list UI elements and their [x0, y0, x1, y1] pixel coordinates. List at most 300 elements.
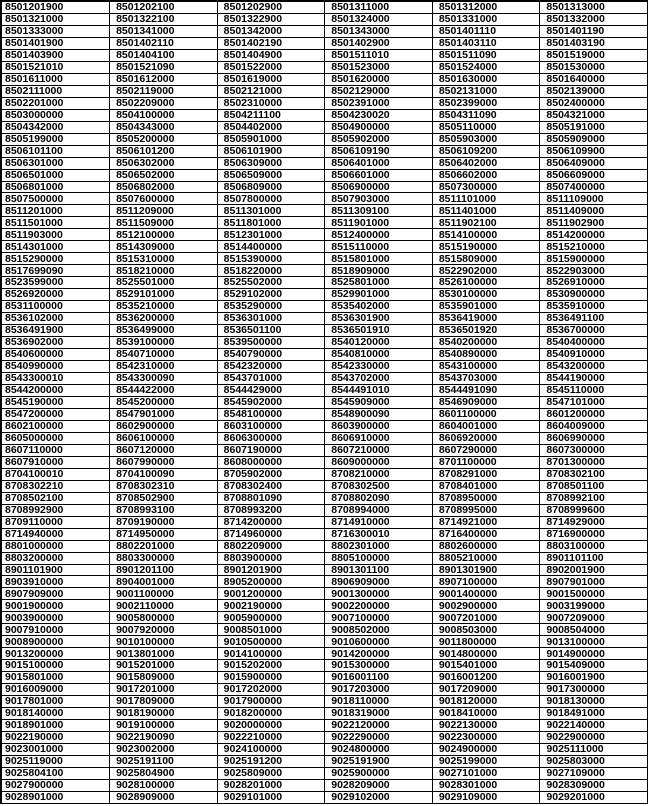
code-cell: 9018190000 [110, 708, 218, 720]
code-cell: 8511903000 [2, 229, 110, 241]
code-cell: 8543702000 [325, 373, 433, 385]
code-cell: 9028309000 [540, 779, 648, 791]
code-cell: 8504402000 [217, 121, 325, 133]
code-cell: 8511401000 [432, 205, 540, 217]
code-cell: 8511109000 [540, 193, 648, 205]
code-cell: 8515310000 [110, 253, 218, 265]
code-cell: 9015409000 [540, 660, 648, 672]
code-cell: 8701100000 [432, 456, 540, 468]
code-cell: 8501403190 [540, 37, 648, 49]
code-cell: 9001200000 [217, 588, 325, 600]
code-cell: 8901101900 [2, 564, 110, 576]
code-cell: 8506101100 [2, 145, 110, 157]
code-cell: 8501612000 [110, 73, 218, 85]
table-row [2, 468, 648, 480]
code-cell: 8714200000 [217, 516, 325, 528]
code-cell: 8502391000 [325, 97, 433, 109]
code-cell: 9001300000 [325, 588, 433, 600]
code-cell: 8505200000 [110, 133, 218, 145]
code-cell: 9023002000 [110, 744, 218, 756]
code-cell: 8540890000 [432, 349, 540, 361]
table-row [2, 229, 648, 241]
code-cell: 8514301000 [2, 241, 110, 253]
code-cell: 8708302500 [325, 480, 433, 492]
table-row [2, 732, 648, 744]
code-cell: 8506309000 [217, 157, 325, 169]
code-cell: 9017209000 [432, 684, 540, 696]
code-cell: 8714950000 [110, 528, 218, 540]
code-cell: 8501401900 [2, 37, 110, 49]
code-cell: 9019100000 [110, 720, 218, 732]
code-cell: 8501202100 [110, 2, 218, 13]
code-cell: 9018491000 [540, 708, 648, 720]
code-cell: 8547200000 [2, 408, 110, 420]
code-cell: 9007201000 [432, 612, 540, 624]
code-cell: 9008501000 [217, 624, 325, 636]
table-row [2, 540, 648, 552]
table-row [2, 157, 648, 169]
table-row [2, 217, 648, 229]
code-cell: 9010600000 [325, 636, 433, 648]
code-cell: 8501403110 [432, 37, 540, 49]
code-cell: 8607190000 [217, 444, 325, 456]
code-cell: 8504321000 [540, 109, 648, 121]
table-row [2, 253, 648, 265]
table-row [2, 205, 648, 217]
code-cell: 8540810000 [325, 349, 433, 361]
code-cell: 9005800000 [110, 612, 218, 624]
code-cell: 9014200000 [325, 648, 433, 660]
code-cell: 9015801000 [2, 672, 110, 684]
code-cell: 8506509000 [217, 169, 325, 181]
code-cell: 8704100090 [110, 468, 218, 480]
code-cell: 9016001900 [540, 672, 648, 684]
code-cell: 8507600000 [110, 193, 218, 205]
code-cell: 8535210000 [110, 301, 218, 313]
code-cell: 8708502100 [2, 492, 110, 504]
code-cell: 9025199000 [432, 756, 540, 768]
table-row [2, 552, 648, 564]
code-cell: 9028100000 [110, 779, 218, 791]
code-cell: 9018110000 [325, 696, 433, 708]
code-cell: 8709190000 [110, 516, 218, 528]
code-cell: 8907909000 [2, 588, 110, 600]
code-cell: 8504311090 [432, 109, 540, 121]
code-cell: 8526100000 [432, 277, 540, 289]
code-cell: 8803100000 [540, 540, 648, 552]
code-cell: 8525801000 [325, 277, 433, 289]
code-cell: 8501640000 [540, 73, 648, 85]
code-cell: 8515809000 [432, 253, 540, 265]
code-cell: 9022900000 [540, 732, 648, 744]
code-cell: 9024800000 [325, 744, 433, 756]
code-cell: 8606100000 [110, 432, 218, 444]
code-cell: 8501523000 [325, 61, 433, 73]
code-cell: 9029101000 [217, 791, 325, 803]
code-cell: 8511902900 [540, 217, 648, 229]
code-cell: 8902001900 [540, 564, 648, 576]
code-cell: 9003900000 [2, 612, 110, 624]
code-cell: 9025809000 [217, 767, 325, 779]
code-cell: 8604009000 [540, 420, 648, 432]
code-cell: 8601100000 [432, 408, 540, 420]
code-cell: 8501404900 [217, 49, 325, 61]
code-cell: 9015201000 [110, 660, 218, 672]
table-row [2, 25, 648, 37]
code-cell: 8535901000 [432, 301, 540, 313]
code-cell: 8511501000 [2, 217, 110, 229]
table-row [2, 564, 648, 576]
code-cell: 9015202000 [217, 660, 325, 672]
code-cell: 9025191100 [110, 756, 218, 768]
code-cell: 8805210000 [432, 552, 540, 564]
code-cell: 8536700000 [540, 325, 648, 337]
code-cell: 8708401000 [432, 480, 540, 492]
code-cell: 8501201900 [2, 2, 110, 13]
code-cell: 8548900090 [325, 408, 433, 420]
table-row [2, 779, 648, 791]
code-cell: 8535290000 [217, 301, 325, 313]
code-cell: 8502131000 [432, 85, 540, 97]
code-cell: 8805100000 [325, 552, 433, 564]
code-cell: 9017202000 [217, 684, 325, 696]
code-cell: 8506501000 [2, 169, 110, 181]
code-cell: 8502129000 [325, 85, 433, 97]
code-cell: 8515290000 [2, 253, 110, 265]
code-cell: 8514400000 [217, 241, 325, 253]
code-cell: 8716900000 [540, 528, 648, 540]
code-cell: 8506802000 [110, 181, 218, 193]
code-cell: 9022190000 [2, 732, 110, 744]
code-cell: 8512400000 [325, 229, 433, 241]
code-cell: 8602100000 [2, 420, 110, 432]
code-cell: 9028909000 [110, 791, 218, 803]
code-cell: 9018140000 [2, 708, 110, 720]
code-cell: 8608000000 [217, 456, 325, 468]
code-cell: 8501401190 [540, 25, 648, 37]
code-cell: 9013200000 [2, 648, 110, 660]
code-cell: 9018901000 [2, 720, 110, 732]
code-cell: 8545110000 [540, 384, 648, 396]
code-cell: 9014900000 [540, 648, 648, 660]
code-cell: 8502400000 [540, 97, 648, 109]
code-cell: 8501312000 [432, 2, 540, 13]
code-cell: 9020000000 [217, 720, 325, 732]
code-cell: 8802600000 [432, 540, 540, 552]
code-cell: 9015401000 [432, 660, 540, 672]
code-cell: 8512301000 [217, 229, 325, 241]
code-cell: 8504211100 [217, 109, 325, 121]
code-cell: 8511902100 [432, 217, 540, 229]
code-cell: 9025119000 [2, 756, 110, 768]
code-cell: 8507300000 [432, 181, 540, 193]
code-cell: 8530900000 [540, 289, 648, 301]
code-cell: 9018200000 [217, 708, 325, 720]
code-cell: 8501331000 [432, 13, 540, 25]
code-cell: 9024100000 [217, 744, 325, 756]
code-cell: 8523599000 [2, 277, 110, 289]
table-row [2, 480, 648, 492]
table-row [2, 408, 648, 420]
code-cell: 8525502000 [217, 277, 325, 289]
code-cell: 8502209000 [110, 97, 218, 109]
code-cell: 8545902000 [217, 396, 325, 408]
code-cell: 9029201000 [540, 791, 648, 803]
code-cell: 9025900000 [325, 767, 433, 779]
code-cell: 9022210000 [217, 732, 325, 744]
table-row [2, 492, 648, 504]
code-cell: 9024900000 [432, 744, 540, 756]
code-cell: 8530100000 [432, 289, 540, 301]
code-cell: 8503000000 [2, 109, 110, 121]
code-cell: 9016009000 [2, 684, 110, 696]
code-cell: 9014800000 [432, 648, 540, 660]
code-cell: 8501402900 [325, 37, 433, 49]
code-table [2, 2, 648, 804]
code-cell: 9017900000 [217, 696, 325, 708]
table-row [2, 133, 648, 145]
code-cell: 8502139000 [540, 85, 648, 97]
code-cell: 9018130000 [540, 696, 648, 708]
code-cell: 9017203000 [325, 684, 433, 696]
code-cell: 8714940000 [2, 528, 110, 540]
code-cell: 9014100000 [217, 648, 325, 660]
code-cell: 8529102000 [217, 289, 325, 301]
code-cell: 8536491100 [540, 313, 648, 325]
code-cell: 8605000000 [2, 432, 110, 444]
code-cell: 9022140000 [540, 720, 648, 732]
code-cell: 8515210000 [540, 241, 648, 253]
code-cell: 8708302100 [540, 468, 648, 480]
table-row [2, 97, 648, 109]
code-cell: 8511301000 [217, 205, 325, 217]
code-cell: 8504900000 [325, 121, 433, 133]
code-cell: 8502121000 [217, 85, 325, 97]
code-cell: 9015809000 [110, 672, 218, 684]
code-cell: 9025804900 [110, 767, 218, 779]
code-cell: 8536902000 [2, 337, 110, 349]
code-cell: 8540120000 [325, 337, 433, 349]
table-row [2, 265, 648, 277]
code-cell: 9027109000 [540, 767, 648, 779]
table-row [2, 624, 648, 636]
code-cell: 8511801000 [217, 217, 325, 229]
code-cell: 8511209000 [110, 205, 218, 217]
code-cell: 8704100010 [2, 468, 110, 480]
code-cell: 8901301100 [325, 564, 433, 576]
table-row [2, 456, 648, 468]
code-cell: 8501521090 [110, 61, 218, 73]
code-cell: 8515390000 [217, 253, 325, 265]
code-cell: 9002200000 [325, 600, 433, 612]
code-cell: 8708501100 [540, 480, 648, 492]
code-cell: 9016001100 [325, 672, 433, 684]
table-row [2, 361, 648, 373]
code-cell: 9028301000 [432, 779, 540, 791]
code-cell: 8540910000 [540, 349, 648, 361]
code-cell: 9002190000 [217, 600, 325, 612]
code-cell: 8506609000 [540, 169, 648, 181]
code-cell: 8507400000 [540, 181, 648, 193]
code-cell: 8536501910 [325, 325, 433, 337]
code-cell: 8506301000 [2, 157, 110, 169]
code-cell: 8904001000 [110, 576, 218, 588]
code-cell: 8511509000 [110, 217, 218, 229]
table-row [2, 373, 648, 385]
code-cell: 9027900000 [2, 779, 110, 791]
code-cell: 9022300000 [432, 732, 540, 744]
code-cell: 8545190000 [2, 396, 110, 408]
code-cell: 8543100000 [432, 361, 540, 373]
code-cell: 8535910000 [540, 301, 648, 313]
table-row [2, 444, 648, 456]
code-cell: 8906909000 [325, 576, 433, 588]
code-cell: 8526910000 [540, 277, 648, 289]
code-cell: 9008504000 [540, 624, 648, 636]
code-cell: 8501333000 [2, 25, 110, 37]
code-cell: 8536491900 [2, 325, 110, 337]
code-cell: 8529901000 [325, 289, 433, 301]
code-cell: 8543703000 [432, 373, 540, 385]
code-cell: 8501402110 [110, 37, 218, 49]
code-cell: 8708992100 [540, 492, 648, 504]
code-cell: 8606910000 [325, 432, 433, 444]
code-cell: 9008900000 [2, 636, 110, 648]
table-row [2, 37, 648, 49]
code-cell: 8545200000 [110, 396, 218, 408]
code-cell: 8603100000 [217, 420, 325, 432]
code-cell: 8506502000 [110, 169, 218, 181]
table-row [2, 169, 648, 181]
code-cell: 8501332000 [540, 13, 648, 25]
code-cell: 8515190000 [432, 241, 540, 253]
code-cell: 8803900000 [217, 552, 325, 564]
code-cell: 9011800000 [432, 636, 540, 648]
code-cell: 8501313000 [540, 2, 648, 13]
code-cell: 8506109190 [325, 145, 433, 157]
code-cell: 8802301000 [325, 540, 433, 552]
code-cell: 9028901000 [2, 791, 110, 803]
code-cell: 9008502000 [325, 624, 433, 636]
code-cell: 8506401000 [325, 157, 433, 169]
code-cell: 8501519000 [540, 49, 648, 61]
code-cell: 8901201900 [217, 564, 325, 576]
code-cell: 8803200000 [2, 552, 110, 564]
code-cell: 9023001000 [2, 744, 110, 756]
code-cell: 8536301000 [217, 313, 325, 325]
code-cell: 8512100000 [110, 229, 218, 241]
code-cell: 8607110000 [2, 444, 110, 456]
code-cell: 8506402000 [432, 157, 540, 169]
code-cell: 8522902000 [432, 265, 540, 277]
code-cell: 8543200000 [540, 361, 648, 373]
code-cell: 9015100000 [2, 660, 110, 672]
table-row [2, 2, 648, 13]
code-cell: 8514200000 [540, 229, 648, 241]
code-cell: 8501524000 [432, 61, 540, 73]
code-cell: 8545909000 [325, 396, 433, 408]
table-row [2, 109, 648, 121]
code-cell: 8708302400 [217, 480, 325, 492]
code-cell: 8708291000 [432, 468, 540, 480]
code-cell: 8547101000 [540, 396, 648, 408]
code-cell: 8506101900 [217, 145, 325, 157]
code-cell: 8505902000 [325, 133, 433, 145]
code-cell: 8504100000 [110, 109, 218, 121]
code-cell: 8708999600 [540, 504, 648, 516]
code-cell: 8708993200 [217, 504, 325, 516]
code-cell: 8504343000 [110, 121, 218, 133]
code-cell: 8536419000 [432, 313, 540, 325]
code-cell: 9028209000 [325, 779, 433, 791]
table-row [2, 193, 648, 205]
code-cell: 8543300090 [110, 373, 218, 385]
code-cell: 8540990000 [2, 361, 110, 373]
code-cell: 8502310000 [217, 97, 325, 109]
code-cell: 9025191200 [217, 756, 325, 768]
code-cell: 8502399000 [432, 97, 540, 109]
table-row [2, 241, 648, 253]
code-cell: 9022120000 [325, 720, 433, 732]
code-cell: 9025191900 [325, 756, 433, 768]
code-cell: 9001900000 [2, 600, 110, 612]
code-cell: 9022290000 [325, 732, 433, 744]
code-cell: 9022190090 [110, 732, 218, 744]
code-cell: 8907100000 [432, 576, 540, 588]
table-row [2, 289, 648, 301]
code-cell: 8543701000 [217, 373, 325, 385]
code-cell: 8606990000 [540, 432, 648, 444]
table-row [2, 181, 648, 193]
code-cell: 8526920000 [2, 289, 110, 301]
code-cell: 8708992900 [2, 504, 110, 516]
code-cell: 8536102000 [2, 313, 110, 325]
code-cell: 8501630000 [432, 73, 540, 85]
code-cell: 8540710000 [110, 349, 218, 361]
code-cell: 8901301900 [432, 564, 540, 576]
table-row [2, 791, 648, 803]
code-cell: 8709110000 [2, 516, 110, 528]
code-cell: 9015900000 [217, 672, 325, 684]
code-cell: 8518909000 [325, 265, 433, 277]
code-cell: 8801000000 [2, 540, 110, 552]
code-cell: 8506109900 [540, 145, 648, 157]
code-cell: 8501342000 [217, 25, 325, 37]
code-cell: 8505110000 [432, 121, 540, 133]
code-cell: 8506900000 [325, 181, 433, 193]
code-cell: 8515900000 [540, 253, 648, 265]
code-cell: 8501619000 [217, 73, 325, 85]
code-cell: 8607990000 [110, 456, 218, 468]
code-cell: 8542330000 [325, 361, 433, 373]
code-cell: 8539500000 [217, 337, 325, 349]
code-cell: 8802209000 [217, 540, 325, 552]
code-cell: 9013801000 [110, 648, 218, 660]
code-cell: 8504342000 [2, 121, 110, 133]
code-cell: 8514309000 [110, 241, 218, 253]
code-cell: 8540200000 [432, 337, 540, 349]
code-cell: 8507800000 [217, 193, 325, 205]
code-cell: 8501611000 [2, 73, 110, 85]
code-cell: 8518210000 [110, 265, 218, 277]
table-row [2, 504, 648, 516]
code-cell: 9017809000 [110, 696, 218, 708]
table-row [2, 337, 648, 349]
code-cell: 9007920000 [110, 624, 218, 636]
code-cell: 9022130000 [432, 720, 540, 732]
table-row [2, 145, 648, 157]
code-cell: 8708210000 [325, 468, 433, 480]
